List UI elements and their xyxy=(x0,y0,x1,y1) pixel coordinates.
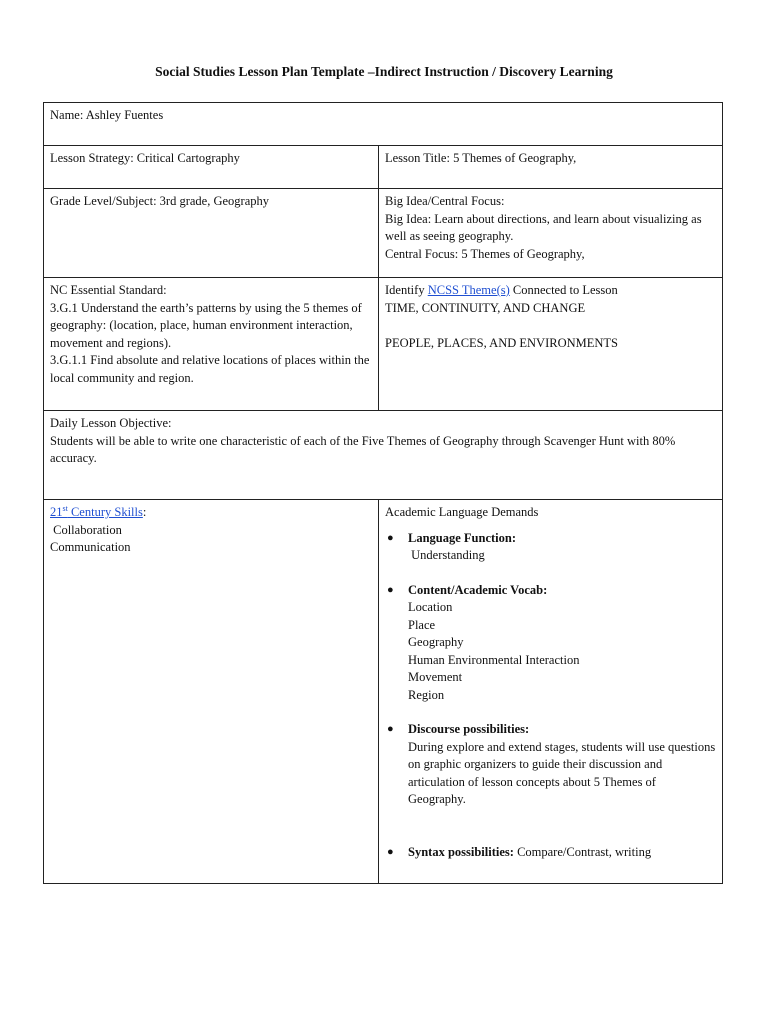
vocab-item: Geography xyxy=(408,635,464,649)
objective-row xyxy=(44,411,723,500)
standard-row xyxy=(44,278,723,411)
lesson-title-cell: Lesson Title: 5 Themes of Geography, xyxy=(379,146,723,189)
vocab-item: Human Environmental Interaction xyxy=(408,652,580,667)
academic-language-cell xyxy=(379,500,723,884)
century-skills-link[interactable] xyxy=(50,505,143,519)
syntax-heading: Syntax possibilities: xyxy=(408,844,514,859)
list-item xyxy=(385,530,716,565)
nc-standard-1: 3.G.1 Understand the earth’s patterns by using the 5 themes of geography: (location, place, human environment interaction, movement and regions). xyxy=(50,300,362,350)
century-skills-number: 21 xyxy=(50,505,63,519)
discourse-text: During explore and extend stages, students will use questions on graphic organizers to guide their discussion and articulation of lesson concepts about 5 Themes of Geography. xyxy=(408,739,716,806)
bullet-icon: ● xyxy=(387,845,394,858)
discourse-heading: Discourse possibilities: xyxy=(408,722,530,736)
ncss-heading xyxy=(385,282,716,300)
grade-level-cell: Grade Level/Subject: 3rd grade, Geography xyxy=(44,189,379,278)
syntax-text: Compare/Contrast, writing xyxy=(513,844,652,859)
ncss-theme-1: TIME, CONTINUITY, AND CHANGE xyxy=(385,300,586,315)
vocab-item: Place xyxy=(408,617,436,632)
ncss-theme-2: PEOPLE, PLACES, AND ENVIRONMENTS xyxy=(385,335,619,350)
ncss-themes-link[interactable]: NCSS Theme(s) xyxy=(427,283,510,297)
document-title: Social Studies Lesson Plan Template –Indirect Instruction / Discovery Learning xyxy=(155,64,613,79)
century-skills-heading xyxy=(50,504,372,522)
vocab-item: Location xyxy=(408,600,453,614)
strategy-row xyxy=(44,146,723,189)
list-item xyxy=(385,721,716,809)
nc-standard-cell xyxy=(44,278,379,411)
bullet-icon: ● xyxy=(387,583,394,596)
vocab-item: Region xyxy=(408,687,445,702)
century-skills-superscript: st xyxy=(62,503,68,513)
bullet-icon: ● xyxy=(387,723,394,735)
vocab-item: Movement xyxy=(408,670,463,684)
century-skills-cell xyxy=(44,500,379,884)
nc-standard-2: 3.G.1.1 Find absolute and relative locations of places within the local community and region. xyxy=(50,353,370,385)
list-item xyxy=(385,844,716,862)
vocab-heading: Content/Academic Vocab: xyxy=(408,582,548,597)
language-function-heading: Language Function: xyxy=(408,530,517,545)
big-idea-heading: Big Idea/Central Focus: xyxy=(385,194,505,208)
objective-text: Students will be able to write one characteristic of each of the Five Themes of Geography through Scavenger Hunt with 80% accuracy. xyxy=(50,433,676,465)
academic-language-heading: Academic Language Demands xyxy=(385,505,539,519)
ncss-prefix: Identify xyxy=(385,283,428,297)
lesson-strategy-cell: Lesson Strategy: Critical Cartography xyxy=(44,146,379,189)
name-cell: Name: Ashley Fuentes xyxy=(44,103,723,146)
skill-item: Communication xyxy=(50,540,131,554)
grade-row xyxy=(44,189,723,278)
century-skills-colon: : xyxy=(142,505,147,519)
skills-row xyxy=(44,500,723,884)
skill-item: Collaboration xyxy=(50,522,122,537)
century-skills-link-text: Century Skills xyxy=(67,505,143,519)
ncss-themes-cell xyxy=(379,278,723,411)
big-idea-cell xyxy=(379,189,723,278)
nc-standard-heading: NC Essential Standard: xyxy=(50,283,167,297)
academic-language-list xyxy=(385,530,716,862)
big-idea-text: Big Idea: Learn about directions, and learn about visualizing as well as seeing geography. xyxy=(385,211,702,243)
lesson-plan-table xyxy=(43,102,723,884)
bullet-icon: ● xyxy=(387,531,394,544)
language-function-text: Understanding xyxy=(408,548,485,562)
objective-heading: Daily Lesson Objective: xyxy=(50,416,172,430)
ncss-suffix: Connected to Lesson xyxy=(509,283,618,297)
list-item xyxy=(385,582,716,705)
spacer xyxy=(385,317,716,335)
central-focus-text: Central Focus: 5 Themes of Geography, xyxy=(385,246,585,261)
objective-cell xyxy=(44,411,723,500)
name-row xyxy=(44,103,723,146)
